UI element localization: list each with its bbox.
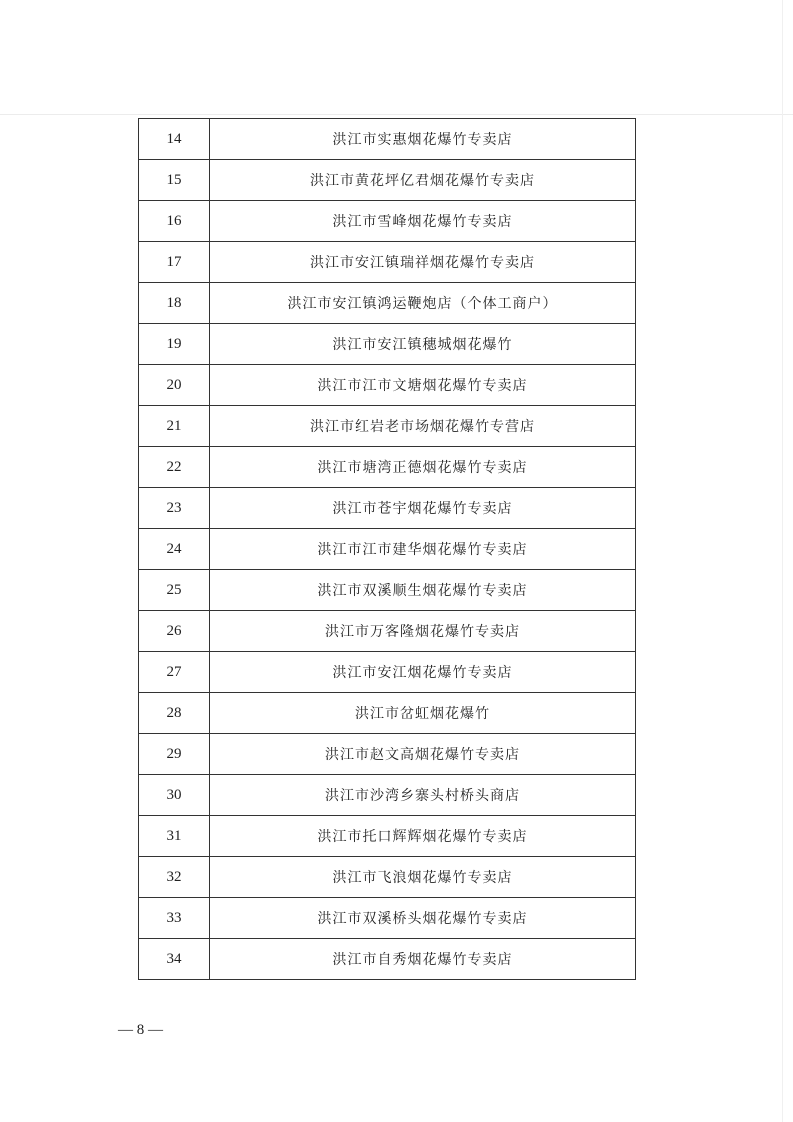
table-row: [139, 242, 636, 283]
table-row: [139, 898, 636, 939]
shop-name-cell: 洪江市沙湾乡寨头村桥头商店: [210, 775, 636, 816]
table-row: [139, 570, 636, 611]
shop-name-cell: 洪江市托口辉辉烟花爆竹专卖店: [210, 816, 636, 857]
row-number-cell: 34: [139, 939, 210, 980]
row-number-cell: 22: [139, 447, 210, 488]
row-number-cell: 24: [139, 529, 210, 570]
row-number-cell: 29: [139, 734, 210, 775]
shop-name-cell: 洪江市安江镇瑞祥烟花爆竹专卖店: [210, 242, 636, 283]
table-row: [139, 775, 636, 816]
row-number-cell: 33: [139, 898, 210, 939]
row-number-cell: 21: [139, 406, 210, 447]
row-number-cell: 14: [139, 119, 210, 160]
row-number-cell: 25: [139, 570, 210, 611]
shop-name-cell: 洪江市安江镇鸿运鞭炮店（个体工商户）: [210, 283, 636, 324]
shop-name-cell: 洪江市塘湾正德烟花爆竹专卖店: [210, 447, 636, 488]
page-number: — 8 —: [118, 1022, 163, 1038]
shop-name-cell: 洪江市雪峰烟花爆竹专卖店: [210, 201, 636, 242]
table-row: [139, 406, 636, 447]
table-row: [139, 324, 636, 365]
row-number-cell: 15: [139, 160, 210, 201]
shop-name-cell: 洪江市赵文高烟花爆竹专卖店: [210, 734, 636, 775]
row-number-cell: 16: [139, 201, 210, 242]
shop-name-cell: 洪江市双溪顺生烟花爆竹专卖店: [210, 570, 636, 611]
shop-name-cell: 洪江市双溪桥头烟花爆竹专卖店: [210, 898, 636, 939]
table-row: [139, 160, 636, 201]
table-row: [139, 816, 636, 857]
table-row: [139, 734, 636, 775]
shop-name-cell: 洪江市万客隆烟花爆竹专卖店: [210, 611, 636, 652]
shop-list-body: [139, 119, 636, 980]
shop-name-cell: 洪江市安江烟花爆竹专卖店: [210, 652, 636, 693]
shop-name-cell: 洪江市自秀烟花爆竹专卖店: [210, 939, 636, 980]
table-row: [139, 488, 636, 529]
table-row: [139, 201, 636, 242]
table-row: [139, 693, 636, 734]
shop-name-cell: 洪江市飞浪烟花爆竹专卖店: [210, 857, 636, 898]
shop-name-cell: 洪江市红岩老市场烟花爆竹专营店: [210, 406, 636, 447]
table-row: [139, 447, 636, 488]
row-number-cell: 19: [139, 324, 210, 365]
row-number-cell: 26: [139, 611, 210, 652]
row-number-cell: 17: [139, 242, 210, 283]
shop-list-table: [138, 118, 636, 980]
row-number-cell: 23: [139, 488, 210, 529]
table-row: [139, 652, 636, 693]
row-number-cell: 28: [139, 693, 210, 734]
shop-name-cell: 洪江市实惠烟花爆竹专卖店: [210, 119, 636, 160]
table-row: [139, 857, 636, 898]
row-number-cell: 31: [139, 816, 210, 857]
shop-name-cell: 洪江市安江镇穗城烟花爆竹: [210, 324, 636, 365]
row-number-cell: 20: [139, 365, 210, 406]
page-edge-line: [782, 0, 783, 1122]
shop-name-cell: 洪江市苍宇烟花爆竹专卖店: [210, 488, 636, 529]
row-number-cell: 27: [139, 652, 210, 693]
shop-name-cell: 洪江市岔虹烟花爆竹: [210, 693, 636, 734]
table-row: [139, 365, 636, 406]
header-divider: [0, 114, 793, 115]
table-row: [139, 939, 636, 980]
row-number-cell: 18: [139, 283, 210, 324]
shop-name-cell: 洪江市黄花坪亿君烟花爆竹专卖店: [210, 160, 636, 201]
table-row: [139, 611, 636, 652]
table-row: [139, 283, 636, 324]
row-number-cell: 30: [139, 775, 210, 816]
table-row: [139, 529, 636, 570]
shop-name-cell: 洪江市江市文塘烟花爆竹专卖店: [210, 365, 636, 406]
shop-name-cell: 洪江市江市建华烟花爆竹专卖店: [210, 529, 636, 570]
table-row: [139, 119, 636, 160]
row-number-cell: 32: [139, 857, 210, 898]
